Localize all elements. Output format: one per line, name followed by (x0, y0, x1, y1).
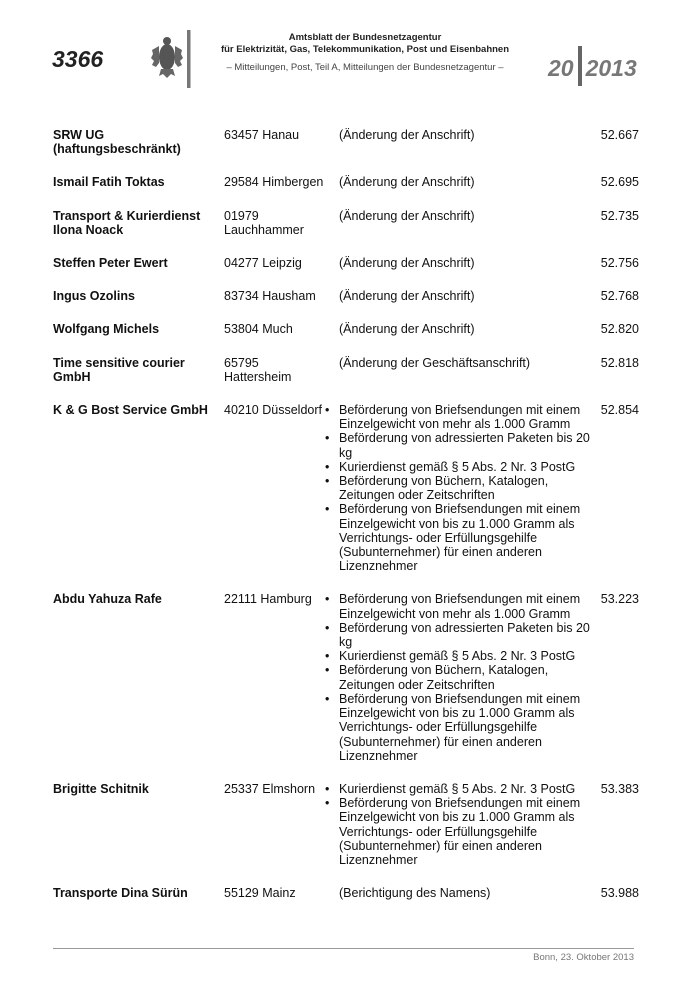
entry-description: (Änderung der Anschrift) (339, 322, 475, 337)
entry-description: (Änderung der Anschrift) (339, 128, 475, 142)
entry-name: Transport & Kurierdienst Ilona Noack (53, 208, 201, 237)
footer-date: Bonn, 23. Oktober 2013 (533, 952, 634, 963)
entry-name: Abdu Yahuza Rafe (53, 592, 162, 607)
entry-location: 53804 Much (224, 322, 293, 337)
service-item: • Beförderung von Briefsendungen mit einem Einzelgewicht von bis zu 1.000 Gramm als Verrichtungs- oder Erfüllungsgehilfe (Subunternehmer) für einen anderen Lizenznehmer (339, 796, 594, 867)
federal-eagle-logo (150, 30, 194, 88)
entry-name: Wolfgang Michels (53, 322, 160, 337)
entry-description (324, 592, 594, 762)
entry-description (324, 782, 594, 867)
entry-row (53, 782, 639, 867)
entry-description: (Änderung der Anschrift) (339, 256, 475, 271)
entry-number: 52.735 (600, 208, 639, 223)
journal-subtitle: für Elektrizität, Gas, Telekommunikation, Post und Eisenbahnen (220, 44, 510, 55)
issue-divider (578, 46, 582, 86)
entry-location: 40210 Düsseldorf (224, 403, 322, 418)
issue-year: 2013 (585, 55, 637, 81)
entry-row (53, 289, 639, 303)
entry-location: 83734 Hausham (224, 289, 316, 304)
entry-row (53, 886, 639, 900)
entry-name: Transporte Dina Sürün (53, 886, 188, 901)
entry-number: 52.818 (600, 355, 639, 370)
entry-location: 63457 Hanau (224, 128, 300, 142)
service-item: • Kurierdienst gemäß § 5 Abs. 2 Nr. 3 PostG (339, 460, 594, 474)
service-item: • Beförderung von Briefsendungen mit einem Einzelgewicht von bis zu 1.000 Gramm als Verrichtungs- oder Erfüllungsgehilfe (Subunternehmer) für einen anderen Lizenznehmer (339, 502, 594, 573)
entry-name: Steffen Peter Ewert (53, 256, 168, 271)
entry-number: 52.820 (600, 322, 639, 337)
entry-row (53, 322, 639, 336)
service-list (339, 782, 594, 867)
service-list (339, 592, 594, 762)
entry-number: 52.756 (600, 256, 639, 271)
entry-name: Time sensitive courier GmbH (53, 355, 185, 384)
service-item: • Beförderung von Briefsendungen mit einem Einzelgewicht von mehr als 1.000 Gramm (339, 403, 594, 431)
entry-name: Brigitte Schitnik (53, 781, 149, 796)
service-item: • Kurierdienst gemäß § 5 Abs. 2 Nr. 3 PostG (339, 782, 594, 796)
section-subtitle: – Mitteilungen, Post, Teil A, Mitteilungen der Bundesnetzagentur – (226, 62, 504, 73)
entry-row (53, 175, 639, 189)
page-number: 3366 (52, 46, 104, 72)
entry-location: 25337 Elmshorn (224, 781, 316, 796)
entry-name: Ismail Fatih Toktas (53, 175, 165, 190)
entry-description: (Änderung der Anschrift) (339, 289, 475, 304)
entry-row (53, 356, 639, 384)
journal-title: Amtsblatt der Bundesnetzagentur (288, 32, 442, 43)
service-item: • Beförderung von adressierten Paketen bis 20 kg (339, 621, 594, 649)
journal-header (220, 32, 510, 74)
service-item: • Beförderung von Büchern, Katalogen, Zeitungen oder Zeitschriften (339, 663, 594, 691)
entry-row (53, 209, 639, 237)
entry-number: 53.223 (600, 592, 639, 607)
entry-row (53, 256, 639, 270)
issue-label (548, 46, 637, 86)
license-list (53, 128, 639, 919)
entry-description: (Änderung der Anschrift) (339, 208, 475, 223)
entry-location: 01979 Lauchhammer (224, 208, 304, 237)
entry-row (53, 592, 639, 762)
service-list (339, 403, 594, 573)
entry-number: 52.768 (600, 289, 639, 304)
entry-number: 52.667 (600, 128, 639, 142)
issue-number: 20 (548, 55, 574, 81)
footer-divider (53, 948, 634, 949)
entry-name: Ingus Ozolins (53, 289, 135, 304)
entry-number: 53.988 (600, 886, 639, 901)
entry-location: 65795 Hattersheim (224, 355, 292, 384)
service-item: • Beförderung von adressierten Paketen bis 20 kg (339, 431, 594, 459)
entry-name: SRW UG (haftungsbeschränkt) (53, 128, 181, 157)
entry-location: 04277 Leipzig (224, 256, 302, 271)
entry-description: (Änderung der Geschäftsanschrift) (339, 355, 531, 370)
entry-number: 52.854 (600, 403, 639, 418)
entry-location: 29584 Himbergen (224, 175, 324, 190)
entry-number: 52.695 (600, 175, 639, 190)
entry-number: 53.383 (600, 781, 639, 796)
service-item: • Beförderung von Briefsendungen mit einem Einzelgewicht von mehr als 1.000 Gramm (339, 592, 594, 620)
service-item: • Beförderung von Büchern, Katalogen, Zeitungen oder Zeitschriften (339, 474, 594, 502)
entry-location: 55129 Mainz (224, 886, 296, 901)
entry-description: (Berichtigung des Namens) (339, 886, 491, 901)
entry-location: 22111 Hamburg (224, 592, 312, 607)
service-item: • Kurierdienst gemäß § 5 Abs. 2 Nr. 3 PostG (339, 649, 594, 663)
entry-row (53, 128, 639, 156)
entry-row (53, 403, 639, 573)
service-item: • Beförderung von Briefsendungen mit einem Einzelgewicht von bis zu 1.000 Gramm als Verrichtungs- oder Erfüllungsgehilfe (Subunternehmer) für einen anderen Lizenznehmer (339, 692, 594, 763)
entry-description: (Änderung der Anschrift) (339, 175, 475, 190)
entry-description (324, 403, 594, 573)
entry-name: K & G Bost Service GmbH (53, 403, 208, 418)
